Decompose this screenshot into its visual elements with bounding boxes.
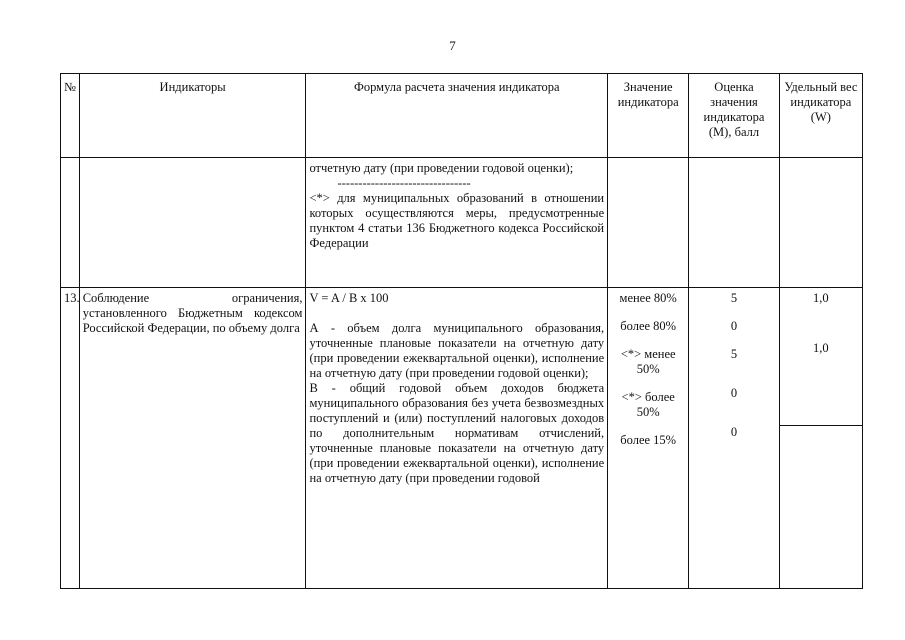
cell-indicator-empty: [79, 158, 306, 288]
weight-item: 1,0: [813, 341, 829, 355]
value-item: менее 80%: [619, 291, 677, 305]
indicator-text: Соблюдение ограничения, установленного Бюджетным кодексом Российской Федерации, по объему долга: [79, 288, 306, 589]
formula-a: А - объем долга муниципального образования, уточненные плановые показатели на отчетную дату (при проведении ежеквартальной оценки), исполнение на отчетную дату (при проведении годовой оценки);: [309, 321, 605, 380]
indicator-table: [60, 73, 863, 589]
weight-item: 1,0: [813, 291, 829, 305]
score-item: 0: [730, 425, 738, 439]
score-item: 5: [730, 291, 738, 305]
score-item: 0: [730, 319, 738, 333]
cell-value-empty: [608, 158, 689, 288]
header-indicators: Индикаторы: [79, 74, 306, 158]
cell-num-empty: [61, 158, 80, 288]
header-num: №: [61, 74, 80, 158]
table-header-row: [61, 74, 863, 158]
value-item: более 15%: [620, 433, 677, 447]
formula-line: отчетную дату (при проведении годовой оценки);: [309, 161, 574, 175]
row-number: 13.: [61, 288, 80, 589]
formula-b: В - общий годовой объем доходов бюджета муниципального образования без учета безвозмездных поступлений и (или) поступлений налоговых доходов по дополнительным нормативам отчислений, уточненные плановые показатели на отчетную дату (при проведении ежеквартальной оценки), исполнение на отчетную дату (при проведении годовой: [309, 381, 605, 485]
score-cell: [689, 288, 779, 589]
weight-upper: [780, 288, 862, 426]
header-score: Оценка значения индикатора (М), балл: [689, 74, 779, 158]
score-item: 0: [730, 386, 738, 400]
score-item: 5: [730, 347, 738, 361]
value-item: <*> менее 50%: [620, 347, 676, 376]
formula-cell: [306, 288, 608, 589]
formula-footnote: <*> для муниципальных образований в отношении которых осуществляются меры, предусмотренные пунктом 4 статьи 136 Бюджетного кодекса Российской Федерации: [309, 191, 605, 250]
value-item: более 80%: [620, 319, 677, 333]
table-row-continued: [61, 158, 863, 288]
header-weight: Удельный вес индикатора (W): [779, 74, 862, 158]
cell-weight-empty: [779, 158, 862, 288]
value-cell: [608, 288, 689, 589]
value-item: <*> более 50%: [621, 390, 675, 419]
formula-separator: --------------------------------: [337, 176, 471, 190]
formula-main: V = A / B x 100: [309, 291, 389, 305]
cell-score-empty: [689, 158, 779, 288]
page-number: 7: [449, 38, 456, 53]
table-row-13: [61, 288, 863, 589]
header-formula: Формула расчета значения индикатора: [306, 74, 608, 158]
weight-cell: [779, 288, 862, 589]
cell-formula-continued: [306, 158, 608, 288]
header-value: Значение индикатора: [608, 74, 689, 158]
